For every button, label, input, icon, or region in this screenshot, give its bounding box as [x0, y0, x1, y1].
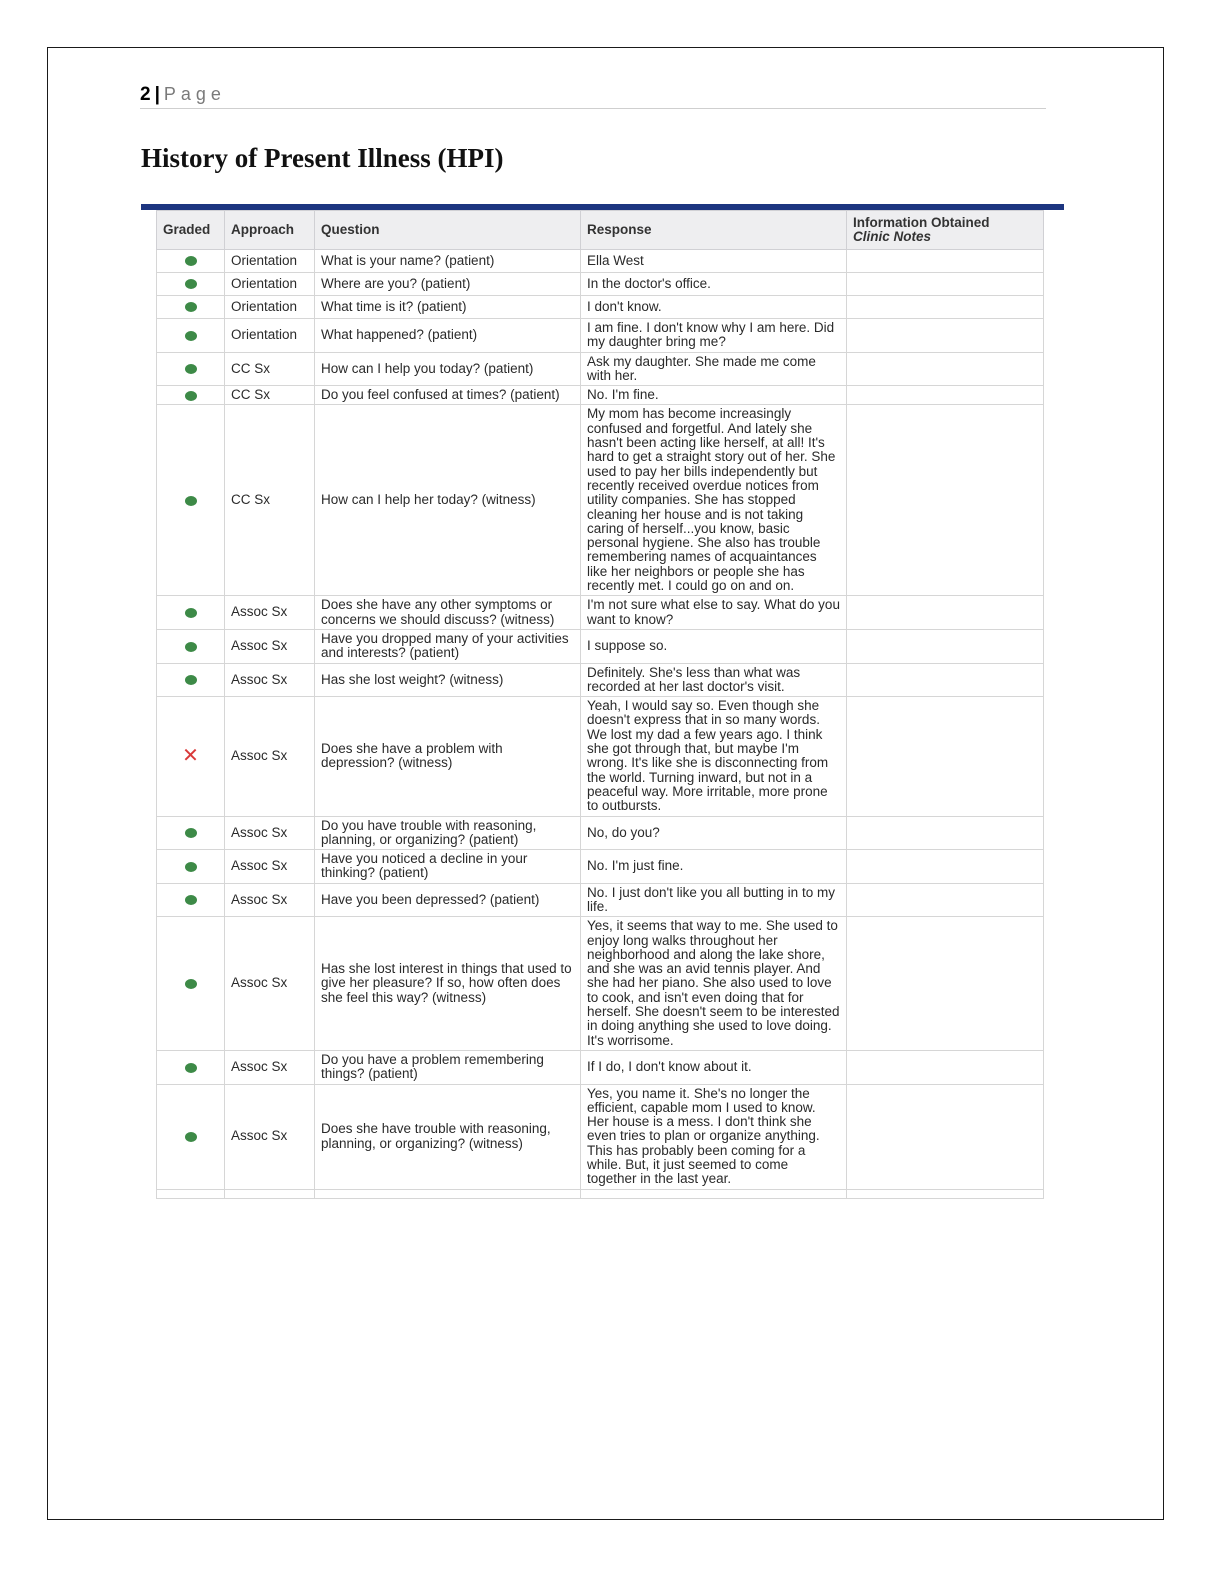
table-row [157, 352, 1044, 386]
approach-cell: Orientation [225, 250, 315, 273]
question-cell: Have you dropped many of your activities and interests? (patient) [315, 629, 581, 663]
graded-dot-icon [185, 279, 197, 289]
column-header-info [847, 211, 1044, 250]
info-cell[interactable] [847, 319, 1044, 353]
table-header-row [157, 211, 1044, 250]
page-number: 2 [140, 84, 151, 105]
question-cell: Does she have trouble with reasoning, planning, or organizing? (witness) [315, 1084, 581, 1189]
column-header-graded: Graded [157, 211, 225, 250]
graded-cell [157, 1050, 225, 1084]
graded-cell [157, 596, 225, 630]
approach-cell: Assoc Sx [225, 697, 315, 816]
approach-cell: Assoc Sx [225, 917, 315, 1051]
question-cell: Has she lost interest in things that used to give her pleasure? If so, how often does she feel this way? (witness) [315, 917, 581, 1051]
response-cell: Definitely. She's less than what was recorded at her last doctor's visit. [581, 663, 847, 697]
continuation-cell [581, 1189, 847, 1198]
hpi-table [156, 210, 1044, 1199]
table-row [157, 273, 1044, 296]
graded-cell [157, 850, 225, 884]
table-row [157, 816, 1044, 850]
info-cell[interactable] [847, 816, 1044, 850]
approach-cell: Assoc Sx [225, 596, 315, 630]
table-row [157, 319, 1044, 353]
graded-dot-icon [185, 642, 197, 652]
graded-dot-icon [185, 391, 197, 401]
graded-cell [157, 1084, 225, 1189]
approach-cell: Orientation [225, 296, 315, 319]
response-cell: Yes, it seems that way to me. She used to enjoy long walks throughout her neighborhood and along the lake shore, and she was an avid tennis player. And she had her piano. She also used to love to cook, and isn't even doing that for herself. She doesn't seem to be interested in doing anything she used to love doing. It's worrisome. [581, 917, 847, 1051]
response-cell: No. I just don't like you all butting in to my life. [581, 883, 847, 917]
graded-dot-icon [185, 1132, 197, 1142]
info-cell[interactable] [847, 1050, 1044, 1084]
table-row-continuation [157, 1189, 1044, 1198]
question-cell: Has she lost weight? (witness) [315, 663, 581, 697]
question-cell: Where are you? (patient) [315, 273, 581, 296]
column-header-approach: Approach [225, 211, 315, 250]
info-cell[interactable] [847, 596, 1044, 630]
graded-cell [157, 663, 225, 697]
graded-cross-icon: ✕ [182, 745, 199, 768]
response-cell: If I do, I don't know about it. [581, 1050, 847, 1084]
column-header-question: Question [315, 211, 581, 250]
graded-dot-icon [185, 979, 197, 989]
info-cell[interactable] [847, 273, 1044, 296]
question-cell: Do you have a problem remembering things? (patient) [315, 1050, 581, 1084]
approach-cell: Assoc Sx [225, 883, 315, 917]
table-row [157, 596, 1044, 630]
table-row [157, 629, 1044, 663]
table-row [157, 1050, 1044, 1084]
info-cell[interactable] [847, 405, 1044, 596]
question-cell: Does she have a problem with depression? (witness) [315, 697, 581, 816]
table-row [157, 697, 1044, 816]
question-cell: What time is it? (patient) [315, 296, 581, 319]
graded-dot-icon [185, 828, 197, 838]
response-cell: Ella West [581, 250, 847, 273]
approach-cell: CC Sx [225, 352, 315, 386]
graded-cell [157, 319, 225, 353]
graded-cell [157, 386, 225, 405]
question-cell: Do you have trouble with reasoning, planning, or organizing? (patient) [315, 816, 581, 850]
question-cell: How can I help you today? (patient) [315, 352, 581, 386]
column-header-response: Response [581, 211, 847, 250]
page-word: Page [163, 84, 226, 104]
info-cell[interactable] [847, 850, 1044, 884]
continuation-cell [315, 1189, 581, 1198]
info-cell[interactable] [847, 629, 1044, 663]
approach-cell: Orientation [225, 319, 315, 353]
response-cell: Ask my daughter. She made me come with her. [581, 352, 847, 386]
graded-cell [157, 296, 225, 319]
approach-cell: Assoc Sx [225, 850, 315, 884]
response-cell: No. I'm just fine. [581, 850, 847, 884]
question-cell: Have you been depressed? (patient) [315, 883, 581, 917]
graded-dot-icon [185, 331, 197, 341]
graded-dot-icon [185, 608, 197, 618]
graded-dot-icon [185, 364, 197, 374]
graded-cell [157, 405, 225, 596]
response-cell: Yeah, I would say so. Even though she doesn't express that in so many words. We lost my dad a few years ago. I think she got through that, but maybe I'm wrong. It's like she is disconnecting from the world. Turning inward, but not in a peaceful way. More irritable, more prone to outbursts. [581, 697, 847, 816]
column-header-info-title: Information Obtained [853, 215, 990, 230]
question-cell: How can I help her today? (witness) [315, 405, 581, 596]
graded-cell [157, 816, 225, 850]
graded-dot-icon [185, 496, 197, 506]
graded-cell [157, 273, 225, 296]
question-cell: Do you feel confused at times? (patient) [315, 386, 581, 405]
info-cell[interactable] [847, 663, 1044, 697]
question-cell: Does she have any other symptoms or concerns we should discuss? (witness) [315, 596, 581, 630]
approach-cell: CC Sx [225, 405, 315, 596]
table-row [157, 405, 1044, 596]
table-row [157, 663, 1044, 697]
response-cell: My mom has become increasingly confused and forgetful. And lately she hasn't been acting like herself, at all! It's hard to get a straight story out of her. She used to pay her bills independently but recently received overdue notices from utility companies. She has stopped cleaning her house and is not taking caring of herself...you know, basic personal hygiene. She also has trouble remembering names of acquaintances like her neighbors or people she has recently met. I could go on and on. [581, 405, 847, 596]
info-cell[interactable] [847, 1084, 1044, 1189]
graded-cell [157, 250, 225, 273]
response-cell: I don't know. [581, 296, 847, 319]
graded-cell [157, 917, 225, 1051]
info-cell[interactable] [847, 697, 1044, 816]
response-cell: Yes, you name it. She's no longer the efficient, capable mom I used to know. Her house is a mess. I don't think she even tries to plan or organize anything. This has probably been coming for a while. But, it just seemed to come together in the last year. [581, 1084, 847, 1189]
table-row [157, 250, 1044, 273]
graded-dot-icon [185, 1063, 197, 1073]
question-cell: What is your name? (patient) [315, 250, 581, 273]
response-cell: I am fine. I don't know why I am here. Did my daughter bring me? [581, 319, 847, 353]
page-separator: | [154, 84, 160, 105]
info-cell[interactable] [847, 883, 1044, 917]
approach-cell: Assoc Sx [225, 663, 315, 697]
info-cell[interactable] [847, 352, 1044, 386]
table-row [157, 883, 1044, 917]
graded-dot-icon [185, 895, 197, 905]
graded-cell [157, 883, 225, 917]
document-title: History of Present Illness (HPI) [141, 143, 504, 173]
approach-cell: CC Sx [225, 386, 315, 405]
question-cell: Have you noticed a decline in your thinking? (patient) [315, 850, 581, 884]
response-cell: No. I'm fine. [581, 386, 847, 405]
response-cell: I suppose so. [581, 629, 847, 663]
table-row [157, 850, 1044, 884]
graded-dot-icon [185, 256, 197, 266]
table-row [157, 1084, 1044, 1189]
graded-dot-icon [185, 675, 197, 685]
table-body [157, 250, 1044, 1199]
approach-cell: Assoc Sx [225, 1050, 315, 1084]
approach-cell: Assoc Sx [225, 816, 315, 850]
graded-cell [157, 697, 225, 816]
graded-cell [157, 629, 225, 663]
info-cell[interactable] [847, 250, 1044, 273]
question-cell: What happened? (patient) [315, 319, 581, 353]
response-cell: I'm not sure what else to say. What do you want to know? [581, 596, 847, 630]
approach-cell: Assoc Sx [225, 629, 315, 663]
graded-dot-icon [185, 302, 197, 312]
table-row [157, 296, 1044, 319]
column-header-info-subtitle: Clinic Notes [853, 229, 932, 244]
table-row [157, 917, 1044, 1051]
continuation-cell [225, 1189, 315, 1198]
response-cell: In the doctor's office. [581, 273, 847, 296]
info-cell[interactable] [847, 296, 1044, 319]
graded-cell [157, 352, 225, 386]
continuation-cell [157, 1189, 225, 1198]
table-row [157, 386, 1044, 405]
approach-cell: Assoc Sx [225, 1084, 315, 1189]
page-header [140, 84, 1046, 109]
graded-dot-icon [185, 862, 197, 872]
response-cell: No, do you? [581, 816, 847, 850]
approach-cell: Orientation [225, 273, 315, 296]
continuation-cell [847, 1189, 1044, 1198]
info-cell[interactable] [847, 386, 1044, 405]
info-cell[interactable] [847, 917, 1044, 1051]
